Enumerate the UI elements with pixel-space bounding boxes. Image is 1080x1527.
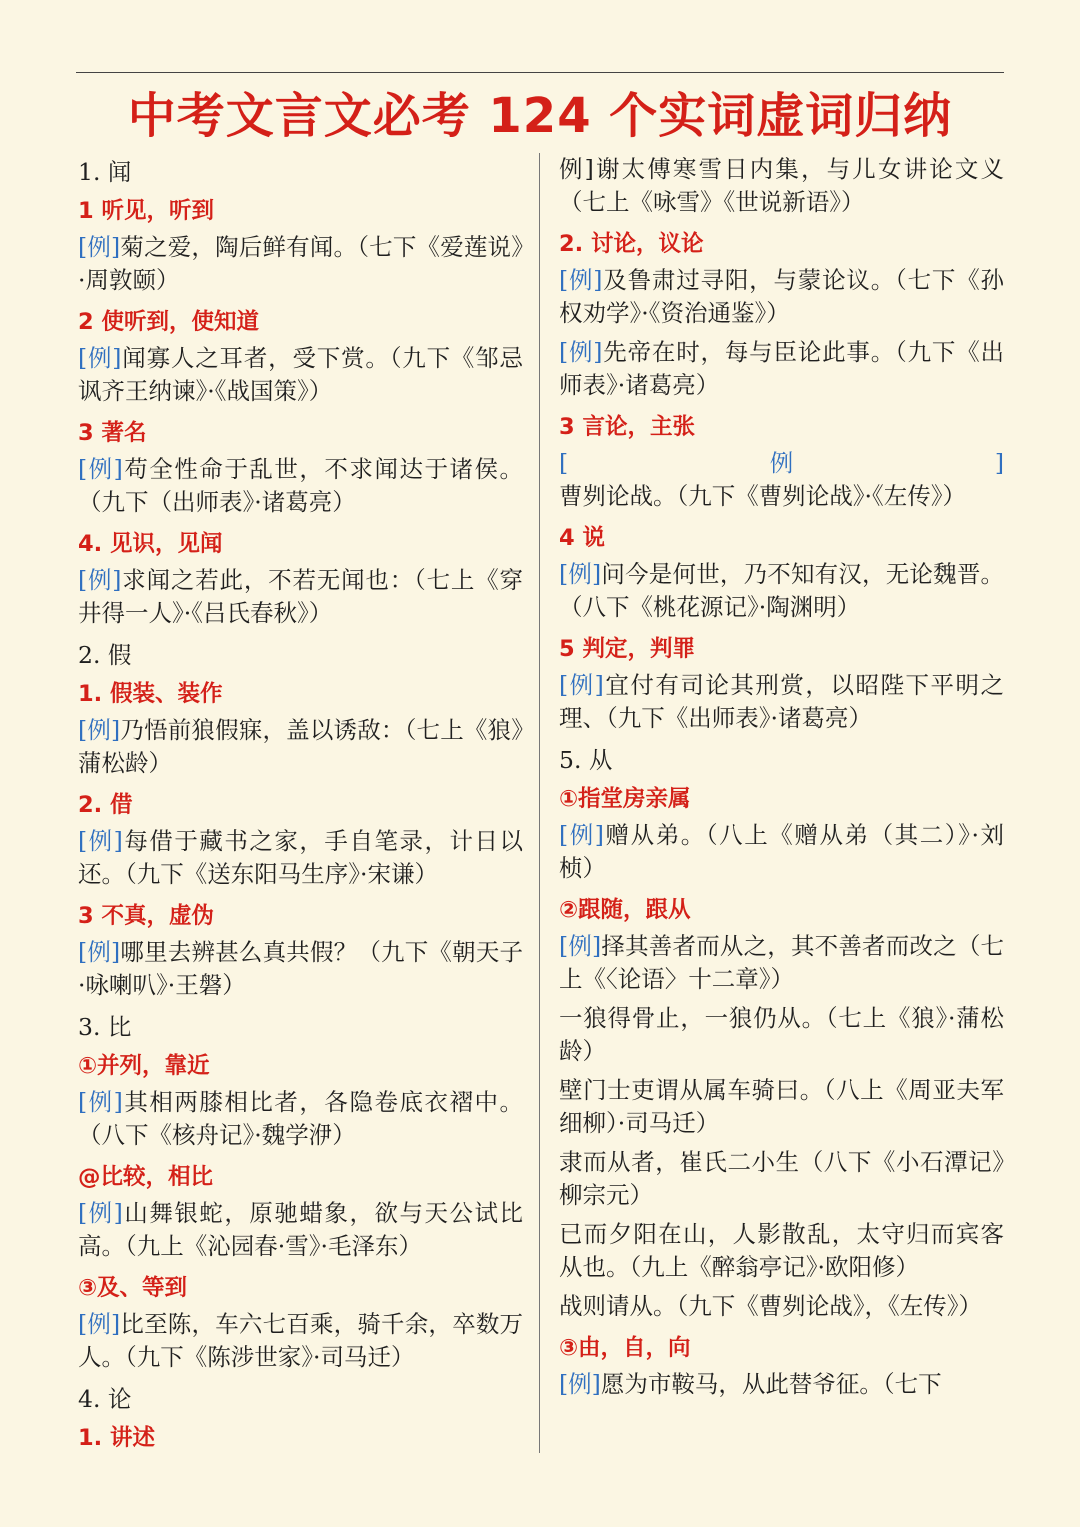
example-text: 闻寡人之耳者，受下赏。（九下《邹忌讽齐王纳谏》·《战国策》） xyxy=(78,344,524,405)
example-sentence xyxy=(559,447,1004,513)
sense-heading: 1 听见，听到 xyxy=(78,198,214,224)
example-text: 苟全性命于乱世，不求闻达于诸侯。（九下（出师表》·诸葛亮） xyxy=(78,455,523,516)
example-text: 隶而从者，崔氏二小生（八下《小石潭记》柳宗元） xyxy=(559,1148,1004,1209)
page-title: 中考文言文必考 124 个实词虚词归纳 xyxy=(127,88,953,144)
example-sentence xyxy=(78,342,523,408)
sense-heading: ③由，自，向 xyxy=(559,1335,691,1361)
example-text: 问今是何世，乃不知有汉，无论魏晋。（八下《桃花源记》·陶渊明） xyxy=(559,560,1005,621)
example-tag: [例] xyxy=(559,821,604,849)
example-sentence xyxy=(559,819,1004,885)
entry-heading: 1. 闻 xyxy=(78,158,132,186)
example-sentence xyxy=(559,930,1004,996)
sense-heading: 1. 讲述 xyxy=(78,1425,156,1451)
example-text: 其相两膝相比者，各隐卷底衣褶中。（八下《核舟记》·魏学洢） xyxy=(78,1088,523,1149)
example-sentence xyxy=(559,669,1004,735)
sense-heading: 4 说 xyxy=(559,525,605,551)
example-text: 战则请从。（九下《曹刿论战》，《左传》） xyxy=(559,1292,982,1320)
left-column xyxy=(78,153,523,1458)
example-sentence xyxy=(78,714,523,780)
right-column xyxy=(559,153,1004,1407)
example-sentence xyxy=(78,1086,523,1152)
example-text: 比至陈，车六七百乘，骑千余，卒数万人。（九下《陈涉世家》·司马迁） xyxy=(78,1310,524,1371)
example-sentence xyxy=(78,1308,523,1374)
example-tag: [例] xyxy=(78,1310,121,1338)
example-sentence xyxy=(78,453,523,519)
example-text: 山舞银蛇，原驰蜡象，欲与天公试比高。（九上《沁园春·雪》·毛泽东） xyxy=(78,1199,523,1260)
example-text: 赠从弟。（八上《赠从弟（其二）》·刘桢） xyxy=(559,821,1004,882)
sense-heading: ②跟随，跟从 xyxy=(559,897,691,923)
sense-heading: 3 著名 xyxy=(78,420,147,446)
example-tag: [例] xyxy=(78,344,122,372)
sense-heading: ①指堂房亲属 xyxy=(559,786,691,812)
example-text: 已而夕阳在山，人影散乱，太守归而宾客从也。（九上《醉翁亭记》·欧阳修） xyxy=(559,1220,1004,1281)
example-sentence xyxy=(559,1074,1004,1140)
example-text: 例]谢太傅寒雪日内集，与儿女讲论文义（七上《咏雪》《世说新语》） xyxy=(559,155,1004,216)
example-tag: [例] xyxy=(78,716,121,744)
example-text: 哪里去辨甚么真共假？（九下《朝天子·咏喇叭》·王磐） xyxy=(78,938,524,999)
sense-heading: ③及、等到 xyxy=(78,1275,188,1301)
example-text: 壁门士吏谓从属车骑曰。（八上《周亚夫军细柳）·司马迁） xyxy=(559,1076,1004,1137)
example-sentence xyxy=(559,1368,1004,1401)
entry-heading: 2. 假 xyxy=(78,641,132,669)
example-text: 择其善者而从之，其不善者而改之（七上《〈论语〉十二章》） xyxy=(559,932,1005,993)
example-text: 及鲁肃过寻阳，与蒙论议。（七下《孙权劝学》·《资治通鉴》） xyxy=(559,266,1005,327)
example-tag: [例] xyxy=(78,233,121,261)
example-text: 菊之爱，陶后鲜有闻。（七下《爱莲说》·周敦颐） xyxy=(78,233,523,294)
example-tag: [例] xyxy=(78,1199,123,1227)
example-text: 乃悟前狼假寐，盖以诱敌：（七上《狼》蒲松龄） xyxy=(78,716,523,777)
example-sentence xyxy=(78,936,523,1002)
example-tag: [例] xyxy=(78,566,122,594)
sense-heading: 1. 假装、装作 xyxy=(78,681,223,707)
sense-heading: 3 言论，主张 xyxy=(559,414,695,440)
column-divider xyxy=(539,153,540,1453)
example-tag: [例] xyxy=(78,827,123,855)
example-sentence xyxy=(78,231,523,297)
example-sentence xyxy=(559,1146,1004,1212)
example-sentence xyxy=(559,153,1004,219)
example-text: 求闻之若此，不若无闻也：（七上《穿井得一人》·《吕氏春秋》） xyxy=(78,566,524,627)
example-sentence xyxy=(559,1290,1004,1323)
sense-heading: 2. 借 xyxy=(78,792,133,818)
entry-heading: 3. 比 xyxy=(78,1013,132,1041)
example-tag: [例] xyxy=(559,932,602,960)
example-text: 先帝在时，每与臣论此事。（九下《出师表》·诸葛亮） xyxy=(559,338,1005,399)
sense-heading: 2. 讨论，议论 xyxy=(559,231,704,257)
example-sentence xyxy=(559,1002,1004,1068)
top-rule xyxy=(76,72,1004,73)
example-text: 曹刿论战。（九下《曹刿论战》·《左传》） xyxy=(559,482,966,510)
sense-heading: 3 不真，虚伪 xyxy=(78,903,214,929)
example-sentence xyxy=(78,825,523,891)
example-tag: [例] xyxy=(559,338,603,366)
example-text: 宜付有司论其刑赏，以昭陛下平明之理、（九下《出师表》·诸葛亮） xyxy=(559,671,1004,732)
example-tag: [例] xyxy=(559,1370,601,1398)
sense-heading: 5 判定，判罪 xyxy=(559,636,695,662)
example-tag: [例] xyxy=(559,560,602,588)
example-sentence xyxy=(78,564,523,630)
entry-heading: 5. 从 xyxy=(559,746,613,774)
example-tag: [例] xyxy=(78,1088,123,1116)
sense-heading: @比较，相比 xyxy=(78,1164,214,1190)
example-text: 每借于藏书之家，手自笔录，计日以还。（九下《送东阳马生序》·宋谦） xyxy=(78,827,523,888)
example-sentence xyxy=(559,558,1004,624)
example-text: 一狼得骨止，一狼仍从。（七上《狼》·蒲松龄） xyxy=(559,1004,1004,1065)
example-sentence xyxy=(559,264,1004,330)
entry-heading: 4. 论 xyxy=(78,1385,132,1413)
sense-heading: 2 使听到，使知道 xyxy=(78,309,259,335)
example-tag: [例] xyxy=(559,266,603,294)
example-tag: [例] xyxy=(559,449,1004,477)
example-sentence xyxy=(78,1197,523,1263)
example-sentence xyxy=(559,1218,1004,1284)
example-text: 愿为市鞍马，从此替爷征。（七下 xyxy=(600,1370,942,1398)
example-tag: [例] xyxy=(559,671,604,699)
sense-heading: 4. 见识，见闻 xyxy=(78,531,223,557)
sense-heading: ①并列，靠近 xyxy=(78,1053,210,1079)
example-tag: [例] xyxy=(78,938,121,966)
example-tag: [例] xyxy=(78,455,123,483)
example-sentence xyxy=(559,336,1004,402)
